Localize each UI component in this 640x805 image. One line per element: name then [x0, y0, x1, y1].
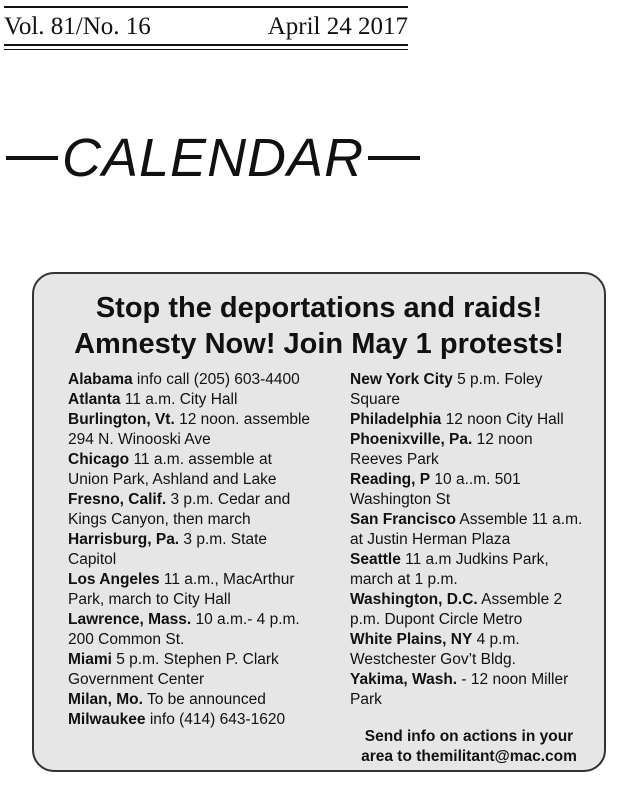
- event-details: 11 a.m., MacArthur Park, march to City Hall: [68, 571, 295, 608]
- event-entry: [68, 570, 314, 610]
- event-entry: [350, 590, 588, 630]
- event-entry: [68, 530, 314, 570]
- event-entry: [350, 410, 588, 430]
- event-details: 12 noon City Hall: [441, 411, 564, 428]
- event-entry: [350, 470, 588, 510]
- calendar-box: [32, 272, 606, 772]
- event-city: San Francisco: [350, 511, 456, 528]
- event-entry: [350, 430, 588, 470]
- heading-right-rule: [368, 156, 420, 160]
- event-city: Seattle: [350, 551, 401, 568]
- event-details: 11 a.m Judkins Park, march at 1 p.m.: [350, 551, 549, 588]
- event-city: Burlington, Vt.: [68, 411, 175, 428]
- box-title: [34, 290, 604, 362]
- event-city: Reading, P: [350, 471, 431, 488]
- event-city: Fresno, Calif.: [68, 491, 167, 508]
- event-entry: [68, 650, 314, 690]
- event-details: 12 noon Reeves Park: [350, 431, 533, 468]
- event-details: To be announced: [142, 691, 266, 708]
- event-city: Phoenixville, Pa.: [350, 431, 473, 448]
- send-info-note: [350, 727, 588, 767]
- event-details: Assemble 2 p.m. Dupont Circle Metro: [350, 591, 563, 628]
- masthead: [4, 6, 408, 46]
- event-entry: [68, 390, 314, 410]
- send-info-line-2: area to themilitant@mac.com: [361, 748, 577, 765]
- event-details: 3 p.m. Cedar and Kings Canyon, then march: [68, 491, 291, 528]
- event-city: Los Angeles: [68, 571, 160, 588]
- event-details: 12 noon. assemble 294 N. Winooski Ave: [68, 411, 311, 448]
- volume-number: Vol. 81/No. 16: [4, 13, 151, 40]
- event-city: Miami: [68, 651, 112, 668]
- event-entry: [68, 450, 314, 490]
- event-details: info (414) 643-1620: [145, 711, 286, 728]
- send-info-line-1: Send info on actions in your: [364, 728, 574, 745]
- event-entry: [350, 510, 588, 550]
- event-details: - 12 noon Miller Park: [350, 671, 569, 708]
- event-entry: [68, 610, 314, 650]
- heading-left-rule: [6, 156, 58, 160]
- event-city: New York City: [350, 371, 453, 388]
- event-entry: [350, 670, 588, 710]
- event-details: 4 p.m. Westchester Gov’t Bldg.: [350, 631, 520, 668]
- event-details: 5 p.m. Stephen P. Clark Government Center: [68, 651, 279, 688]
- event-details: 10 a..m. 501 Washington St: [350, 471, 521, 508]
- event-city: Milwaukee: [68, 711, 146, 728]
- event-column-right: [350, 370, 588, 767]
- event-city: Washington, D.C.: [350, 591, 478, 608]
- event-entry: [68, 490, 314, 530]
- event-entry: [350, 550, 588, 590]
- event-city: Lawrence, Mass.: [68, 611, 192, 628]
- event-columns: [68, 370, 588, 767]
- event-details: Assemble 11 a.m. at Justin Herman Plaza: [350, 511, 583, 548]
- box-title-line-1: Stop the deportations and raids!: [95, 292, 543, 324]
- event-city: Harrisburg, Pa.: [68, 531, 180, 548]
- event-entry: [350, 370, 588, 410]
- event-city: Alabama: [68, 371, 133, 388]
- event-city: Chicago: [68, 451, 130, 468]
- event-city: Yakima, Wash.: [350, 671, 458, 688]
- event-entry: [68, 370, 314, 390]
- event-details: 5 p.m. Foley Square: [350, 371, 543, 408]
- event-entry: [68, 410, 314, 450]
- event-details: 11 a.m. City Hall: [120, 391, 238, 408]
- event-details: 3 p.m. State Capitol: [68, 531, 268, 568]
- event-entry: [68, 690, 314, 710]
- event-column-left: [68, 370, 314, 767]
- event-entry: [350, 630, 588, 670]
- event-city: Milan, Mo.: [68, 691, 143, 708]
- section-title: CALENDAR: [62, 128, 365, 188]
- event-city: Atlanta: [68, 391, 121, 408]
- issue-date: April 24 2017: [267, 13, 408, 40]
- event-details: info call (205) 603-4400: [132, 371, 300, 388]
- box-title-line-2: Amnesty Now! Join May 1 protests!: [74, 328, 564, 360]
- event-city: White Plains, NY: [350, 631, 473, 648]
- event-entry: [68, 710, 314, 730]
- section-heading: [6, 128, 426, 188]
- event-details: 11 a.m. assemble at Union Park, Ashland and Lake: [68, 451, 277, 488]
- event-city: Philadelphia: [350, 411, 442, 428]
- event-details: 10 a.m.- 4 p.m. 200 Common St.: [68, 611, 300, 648]
